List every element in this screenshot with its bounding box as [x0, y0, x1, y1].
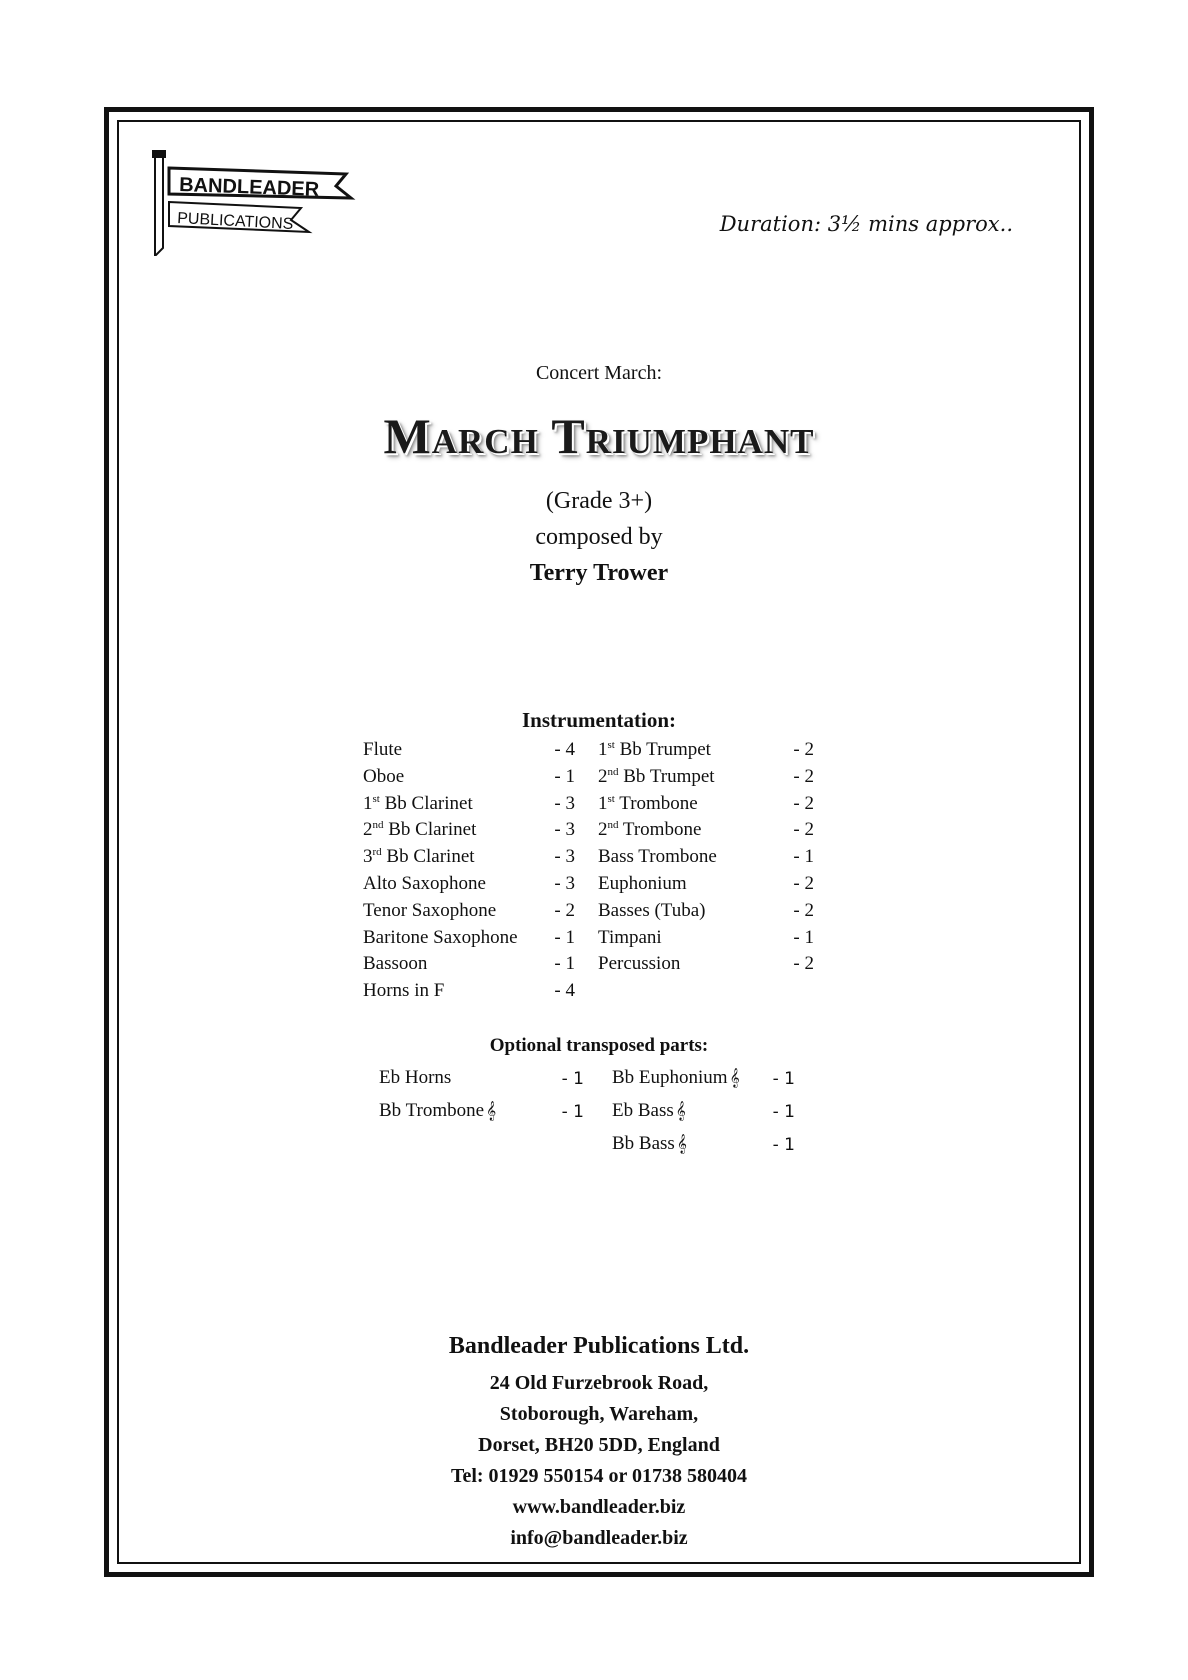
page-border: [104, 107, 1094, 1577]
instrumentation-heading: Instrumentation:: [521, 708, 676, 732]
instrument-label: Bassoon: [363, 953, 428, 975]
instrument-ordinal: 2: [598, 765, 608, 787]
instrument-label: Horns in F: [363, 980, 445, 1002]
publisher-block: [119, 1333, 1079, 1554]
instrumentation-right-column: [598, 739, 814, 980]
page-inner-border: [117, 120, 1081, 1564]
instrument-row: [598, 819, 814, 846]
instrument-ordinal: 2: [363, 819, 373, 841]
instrument-name: [363, 900, 496, 921]
instrument-ordinal-suffix: rd: [372, 846, 382, 859]
optional-part-name: Eb Horns: [379, 1067, 452, 1088]
instrument-row: [363, 927, 575, 954]
instrument-quantity: - 2: [793, 765, 814, 787]
instrument-row: [598, 927, 814, 954]
instrument-label: Bb Trumpet: [623, 765, 715, 787]
optional-part-row: [612, 1133, 795, 1166]
instrument-row: [363, 900, 575, 927]
optional-part-quantity: - 1: [561, 1069, 584, 1089]
instrument-label: Trombone: [622, 819, 702, 841]
instrument-ordinal-suffix: nd: [372, 819, 384, 832]
instrument-quantity: - 2: [793, 953, 814, 975]
instrument-ordinal-suffix: st: [607, 739, 615, 751]
bandleader-logo: [141, 146, 371, 256]
instrument-quantity: - 1: [793, 926, 814, 948]
instrument-quantity: - 2: [793, 899, 814, 921]
composed-by-label: composed by: [535, 524, 663, 550]
instrument-row: [598, 846, 814, 873]
instrument-ordinal-suffix: nd: [607, 819, 619, 832]
instrument-label: Oboe: [363, 765, 405, 787]
instrument-label: Timpani: [598, 926, 662, 948]
instrument-name: [363, 927, 518, 948]
optional-part-row: [379, 1067, 584, 1100]
instrument-label: Bb Clarinet: [384, 792, 473, 814]
instrument-name: [363, 873, 486, 894]
publisher-address-2: Stoborough, Wareham,: [499, 1403, 699, 1425]
instrument-label: Euphonium: [598, 872, 687, 894]
instrument-name: [598, 766, 715, 787]
instrument-name: [598, 927, 662, 948]
instrument-quantity: - 2: [793, 819, 814, 841]
logo-line1: BANDLEADER: [178, 174, 320, 201]
instrument-ordinal: 3: [363, 846, 373, 868]
instrument-quantity: - 3: [554, 792, 575, 814]
instrument-row: [363, 980, 575, 1007]
instrument-label: Bb Trumpet: [619, 739, 711, 760]
optional-parts-heading: Optional transposed parts:: [489, 1035, 709, 1056]
instrument-row: [598, 739, 814, 766]
instrument-row: [363, 846, 575, 873]
instrument-label: Tenor Saxophone: [363, 899, 497, 921]
publisher-website: www.bandleader.biz: [512, 1496, 686, 1518]
instrument-name: [363, 846, 475, 867]
optional-parts-right-column: [612, 1067, 795, 1166]
instrument-row: [598, 793, 814, 820]
treble-clef-icon: 𝄞: [729, 1068, 740, 1088]
publisher-name: Bandleader Publications Ltd.: [448, 1333, 750, 1359]
instrument-quantity: - 4: [554, 739, 575, 760]
piece-title: March Triumphant: [383, 408, 815, 464]
publisher-address-1: 24 Old Furzebrook Road,: [489, 1372, 709, 1394]
instrument-quantity: - 1: [554, 765, 575, 787]
instrument-ordinal: 1: [598, 739, 608, 760]
instrument-name: [598, 739, 711, 760]
instrument-label: Bb Clarinet: [386, 846, 475, 868]
instrument-name: [598, 846, 717, 867]
instrument-row: [363, 793, 575, 820]
instrument-ordinal-suffix: nd: [607, 765, 619, 778]
instrument-label: Alto Saxophone: [363, 872, 486, 894]
duration: Duration: 3½ mins approx..: [719, 212, 1013, 236]
instrument-name: [363, 819, 476, 840]
treble-clef-icon: 𝄞: [486, 1101, 497, 1121]
instrument-row: [363, 739, 575, 766]
treble-clef-icon: 𝄞: [676, 1134, 687, 1154]
treble-clef-icon: 𝄞: [675, 1101, 686, 1121]
instrument-label: Basses (Tuba): [598, 899, 706, 921]
instrument-label: Flute: [363, 739, 403, 760]
publisher-address-3: Dorset, BH20 5DD, England: [478, 1434, 720, 1456]
instrument-quantity: - 2: [554, 899, 575, 921]
instrument-quantity: - 3: [554, 872, 575, 894]
optional-part-quantity: - 1: [772, 1069, 795, 1089]
instrument-quantity: - 2: [793, 792, 814, 814]
optional-part-name: Bb Bass: [612, 1133, 675, 1154]
instrument-quantity: - 4: [554, 980, 575, 1002]
optional-part-quantity: - 1: [561, 1102, 584, 1122]
publisher-email: info@bandleader.biz: [510, 1527, 688, 1549]
piece-subtitle: Concert March:: [535, 362, 663, 384]
instrument-name: [363, 766, 404, 787]
instrument-name: [598, 873, 687, 894]
instrument-quantity: - 1: [793, 846, 814, 868]
instrumentation-left-column: [363, 739, 575, 1007]
instrument-quantity: - 2: [793, 872, 814, 894]
optional-part-name: Bb Euphonium: [612, 1067, 728, 1088]
instrument-quantity: - 3: [554, 819, 575, 841]
optional-part-name: Bb Trombone: [379, 1100, 485, 1121]
instrument-row: [363, 766, 575, 793]
instrument-label: Percussion: [598, 953, 681, 975]
publisher-telephone: Tel: 01929 550154 or 01738 580404: [450, 1465, 748, 1487]
instrument-quantity: - 1: [554, 953, 575, 975]
instrument-name: [598, 900, 706, 921]
instrument-quantity: - 2: [793, 739, 814, 760]
instrument-ordinal-suffix: st: [607, 792, 615, 805]
optional-part-name: Eb Bass: [612, 1100, 674, 1121]
instrument-row: [598, 873, 814, 900]
piece-grade: (Grade 3+): [545, 488, 653, 514]
instrument-name: [598, 953, 680, 974]
optional-part-row: [612, 1067, 795, 1100]
optional-part-quantity: - 1: [772, 1135, 795, 1155]
optional-part-quantity: - 1: [772, 1102, 795, 1122]
instrument-quantity: - 3: [554, 846, 575, 868]
instrument-name: [598, 793, 698, 814]
instrument-ordinal-suffix: st: [372, 792, 380, 805]
instrument-ordinal: 2: [598, 819, 608, 841]
optional-part-row: [612, 1100, 795, 1133]
instrument-name: [363, 793, 473, 814]
instrument-row: [598, 953, 814, 980]
instrument-name: [598, 819, 701, 840]
optional-part-row: [379, 1100, 584, 1133]
instrument-row: [598, 900, 814, 927]
instrument-ordinal: 1: [598, 792, 608, 814]
logo-line2: PUBLICATIONS: [176, 210, 294, 234]
instrument-ordinal: 1: [363, 792, 373, 814]
instrument-row: [363, 953, 575, 980]
instrument-name: [363, 739, 402, 760]
instrument-label: Bass Trombone: [598, 846, 717, 868]
instrument-label: Baritone Saxophone: [363, 926, 518, 948]
optional-parts-left-column: [379, 1067, 584, 1133]
instrument-label: Trombone: [619, 792, 698, 814]
instrument-row: [598, 766, 814, 793]
composer-name: Terry Trower: [529, 560, 669, 586]
instrument-name: [363, 953, 427, 974]
instrument-name: [363, 980, 444, 1001]
instrument-row: [363, 819, 575, 846]
instrument-quantity: - 1: [554, 926, 575, 948]
instrument-label: Bb Clarinet: [388, 819, 477, 841]
instrument-row: [363, 873, 575, 900]
